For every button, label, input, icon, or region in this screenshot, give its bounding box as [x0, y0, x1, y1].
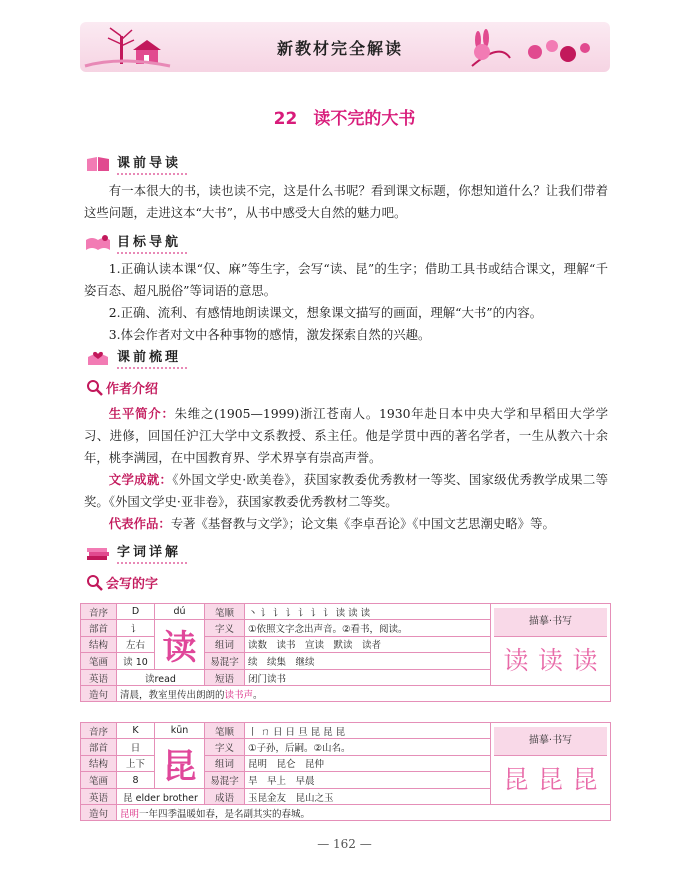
main-char: 昆	[155, 739, 205, 789]
value-duanyu: 玉昆金友 昆山之玉	[245, 789, 491, 805]
label-yihunzi: 易混字	[205, 772, 245, 789]
bio-label: 生平简介：	[108, 406, 175, 421]
trace-label: 描摹·书写	[494, 608, 607, 637]
label-yihunzi: 易混字	[205, 653, 245, 670]
tree-icon	[108, 28, 134, 64]
bio-text: 朱维之(1905—1999)浙江苍南人。1930年赴日本中央大学和早稻田大学学习、进修，回国任沪江大学中文系教授、系主任。他是学贯中西的著名学者，一生从教六十余年，桃李满园，在中国教育界、学术界享有崇高声誉。	[84, 406, 608, 465]
label-duanyu: 短语	[205, 670, 245, 686]
label-yinxu: 音序	[81, 723, 117, 739]
label-duanyu: 成语	[205, 789, 245, 805]
trace-box	[491, 723, 611, 805]
sentence-post: 一年四季温暖如春，是名副其实的春城。	[139, 808, 311, 820]
label-jiegou: 结构	[81, 636, 117, 653]
value-zuci: 读数 读书 宣读 默读 读者	[245, 636, 491, 653]
achieve-label: 文学成就：	[108, 472, 173, 487]
trace-chars	[494, 756, 607, 800]
value-pinyin: dú	[155, 604, 205, 620]
magnifier-icon	[86, 379, 104, 401]
bihua-count: 10	[135, 657, 148, 669]
book-icon	[85, 155, 111, 173]
magnifier-icon	[86, 574, 104, 596]
author-heading	[86, 378, 158, 401]
trace-char: 昆	[572, 765, 598, 794]
heart-book-icon	[85, 349, 111, 367]
value-duanyu: 闭门读书	[245, 670, 491, 686]
label-bushou: 部首	[81, 739, 117, 756]
label-ziyi: 字义	[205, 739, 245, 756]
goals-list	[84, 258, 608, 346]
char-card-kun	[80, 722, 611, 821]
value-yihunzi: 旱 早上 早晨	[245, 772, 491, 789]
value-jiegou: 上下	[117, 755, 155, 772]
lesson-title	[0, 104, 689, 129]
label-bihua: 笔画	[81, 772, 117, 789]
write-heading-text: 会写的字	[106, 577, 159, 592]
value-zuci: 昆明 昆仑 昆仲	[245, 755, 491, 772]
goals-heading	[85, 231, 187, 252]
vocab-heading	[85, 541, 187, 562]
sentence-post: 。	[253, 689, 263, 701]
works-label: 代表作品：	[108, 516, 171, 531]
value-bishun: 丶 讠 讠 讠 讠 讠 讠 读 读 读	[245, 604, 491, 620]
label-ziyi: 字义	[205, 620, 245, 637]
value-yinxu: D	[117, 604, 155, 620]
label-yinxu: 音序	[81, 604, 117, 620]
value-yinxu: K	[117, 723, 155, 739]
trace-label: 描摹·书写	[494, 727, 607, 756]
trace-char: 读	[537, 646, 563, 675]
label-bishun: 笔顺	[205, 604, 245, 620]
label-zuci: 组词	[205, 755, 245, 772]
value-english: 昆 elder brother	[117, 789, 205, 805]
value-jiegou: 左右	[117, 636, 155, 653]
review-heading-text: 课前梳理	[117, 350, 187, 369]
goal-item: 2.正确、流利、有感情地朗读课文，想象课文描写的画面，理解“大书”的内容。	[108, 305, 543, 320]
sentence-key: 昆明	[120, 808, 140, 820]
preview-text: 有一本很大的书，读也读不完，这是什么书呢？看到课文标题，你想知道什么？让我们带着这些问题，走进这本“大书”，从书中感受大自然的魅力吧。	[84, 183, 608, 220]
trace-char: 读	[572, 646, 598, 675]
value-ziyi: ①依照文字念出声音。②看书，阅读。	[245, 620, 491, 637]
author-heading-text: 作者介绍	[106, 382, 159, 397]
trace-char: 读	[503, 646, 529, 675]
trace-char: 昆	[537, 765, 563, 794]
label-bushou: 部首	[81, 620, 117, 637]
char-card-du	[80, 603, 611, 702]
sentence-key: 读书声	[224, 689, 254, 701]
stack-books-icon	[85, 544, 111, 562]
goal-item: 3.体会作者对文中各种事物的感情，激发探索自然的兴趣。	[108, 327, 431, 342]
preview-heading	[85, 152, 187, 173]
author-achievements	[84, 469, 608, 513]
value-bushou: 讠	[117, 620, 155, 637]
value-yihunzi: 续 续集 继续	[245, 653, 491, 670]
page-number: — 162 —	[317, 837, 372, 851]
label-bishun: 笔顺	[205, 723, 245, 739]
value-sentence	[117, 686, 611, 702]
write-heading	[86, 573, 158, 596]
goals-heading-text: 目标导航	[117, 235, 187, 254]
bihua-prefix: 读	[123, 657, 133, 669]
trace-char: 昆	[503, 765, 529, 794]
value-sentence	[117, 805, 611, 821]
value-bihua	[117, 772, 155, 789]
flower-icon	[472, 29, 590, 66]
book-title: 新教材完全解读	[276, 39, 403, 58]
author-bio	[84, 403, 608, 469]
label-zaoju: 造句	[81, 805, 117, 821]
value-english: 读read	[117, 670, 205, 686]
main-char: 读	[155, 620, 205, 670]
sentence-pre: 清晨，教室里传出朗朗的	[120, 689, 225, 701]
lesson-name: 读不完的大书	[313, 109, 416, 129]
value-bishun: 丨 ㄇ 日 日 旦 昆 昆 昆	[245, 723, 491, 739]
label-zuci: 组词	[205, 636, 245, 653]
bihua-count: 8	[132, 774, 139, 786]
vocab-heading-text: 字词详解	[117, 545, 187, 564]
label-jiegou: 结构	[81, 755, 117, 772]
preview-heading-text: 课前导读	[117, 156, 187, 175]
label-bihua: 笔画	[81, 653, 117, 670]
value-bushou: 日	[117, 739, 155, 756]
open-book-icon	[85, 234, 111, 252]
trace-box	[491, 604, 611, 686]
lesson-number: 22	[273, 109, 298, 129]
label-zaoju: 造句	[81, 686, 117, 702]
author-info	[84, 403, 608, 535]
achieve-text: 《外国文学史·欧美卷》，获国家教委优秀教材一等奖、国家级优秀教学成果二等奖。《外国文学史·亚非卷》，获国家教委优秀教材二等奖。	[84, 472, 609, 509]
works-text: 专著《基督教与文学》；论文集《李卓吾论》《中国文艺思潮史略》等。	[170, 516, 555, 531]
review-heading	[85, 346, 187, 367]
value-bihua	[117, 653, 155, 670]
value-pinyin: kūn	[155, 723, 205, 739]
goal-item: 1.正确认读本课“仅、麻”等生字，会写“读、昆”的生字；借助工具书或结合课文，理解“千姿百态、超凡脱俗”等词语的意思。	[84, 261, 608, 298]
label-yingyu: 英语	[81, 670, 117, 686]
trace-chars	[494, 637, 607, 681]
label-yingyu: 英语	[81, 789, 117, 805]
value-ziyi: ①子孙，后嗣。②山名。	[245, 739, 491, 756]
author-works	[84, 513, 608, 535]
